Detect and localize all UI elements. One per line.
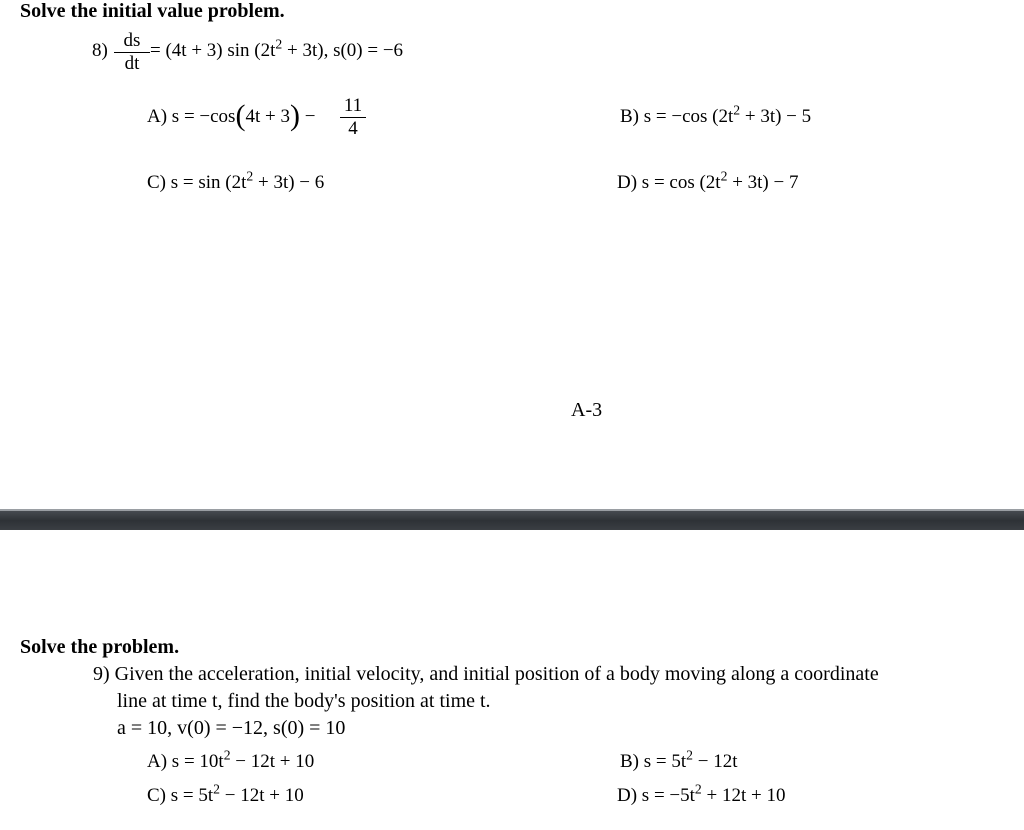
problem9-line1: 9) Given the acceleration, initial velocity, and initial position of a body moving along a coordinate [93, 663, 879, 685]
exponent: 2 [223, 747, 231, 763]
problem9-given: a = 10, v(0) = −12, s(0) = 10 [117, 717, 346, 739]
choice-a-prefix: A) s = −cos [147, 106, 236, 127]
problem8-equation [150, 36, 404, 62]
choice-a-post: − 12t + 10 [230, 751, 315, 772]
page-divider-highlight [0, 509, 1024, 511]
close-paren: ) [289, 99, 300, 132]
problem9-choice-b [620, 747, 738, 773]
page-divider [0, 509, 1024, 530]
exponent: 2 [246, 168, 254, 184]
choice-a-denominator: 4 [348, 118, 358, 139]
choice-a-fraction [340, 95, 366, 140]
problem8-choice-c [147, 168, 325, 194]
problem8-choice-b [620, 102, 812, 128]
choice-b-post: − 12t [692, 751, 738, 772]
choice-b-pre: B) s = −cos (2t [620, 106, 734, 127]
exponent: 2 [694, 781, 702, 797]
exponent: 2 [733, 102, 741, 118]
choice-c-pre: C) s = sin (2t [147, 172, 247, 193]
problem9-line2: line at time t, find the body's position at time t. [117, 690, 491, 712]
exponent: 2 [275, 36, 283, 52]
section1-heading: Solve the initial value problem. [20, 0, 285, 22]
choice-c-pre: C) s = 5t [147, 785, 214, 806]
problem8-number: 8) [92, 40, 108, 61]
exponent: 2 [213, 781, 220, 797]
section2-heading: Solve the problem. [20, 636, 180, 658]
choice-d-pre: D) s = −5t [617, 785, 695, 806]
choice-a-pre: A) s = 10t [147, 751, 224, 772]
choice-a-inner: 4t + 3 [245, 106, 290, 127]
derivative-fraction [114, 30, 150, 75]
problem8-choice-a [147, 99, 316, 132]
choice-b-pre: B) s = 5t [620, 751, 687, 772]
problem9-choice-c [147, 781, 304, 807]
choice-c-post: + 3t) − 6 [253, 172, 325, 193]
equation-tail: + 3t), s(0) = −6 [282, 40, 404, 61]
open-paren: ( [235, 99, 246, 132]
choice-a-numerator: 11 [343, 95, 363, 116]
choice-d-pre: D) s = cos (2t [617, 172, 721, 193]
derivative-denominator: dt [124, 53, 140, 74]
problem9-choice-a [147, 747, 315, 773]
choice-b-post: + 3t) − 5 [740, 106, 812, 127]
derivative-numerator: ds [123, 30, 141, 51]
choice-d-post: + 3t) − 7 [727, 172, 799, 193]
choice-d-post: + 12t + 10 [701, 785, 786, 806]
choice-c-post: − 12t + 10 [219, 785, 304, 806]
problem8-choice-d [617, 168, 799, 194]
exponent: 2 [686, 747, 693, 763]
choice-a-minus: − [304, 106, 316, 127]
page-label: A-3 [571, 399, 603, 421]
problem9-choice-d [617, 781, 786, 807]
equation-rhs: = (4t + 3) sin (2t [150, 40, 276, 61]
exponent: 2 [720, 168, 728, 184]
